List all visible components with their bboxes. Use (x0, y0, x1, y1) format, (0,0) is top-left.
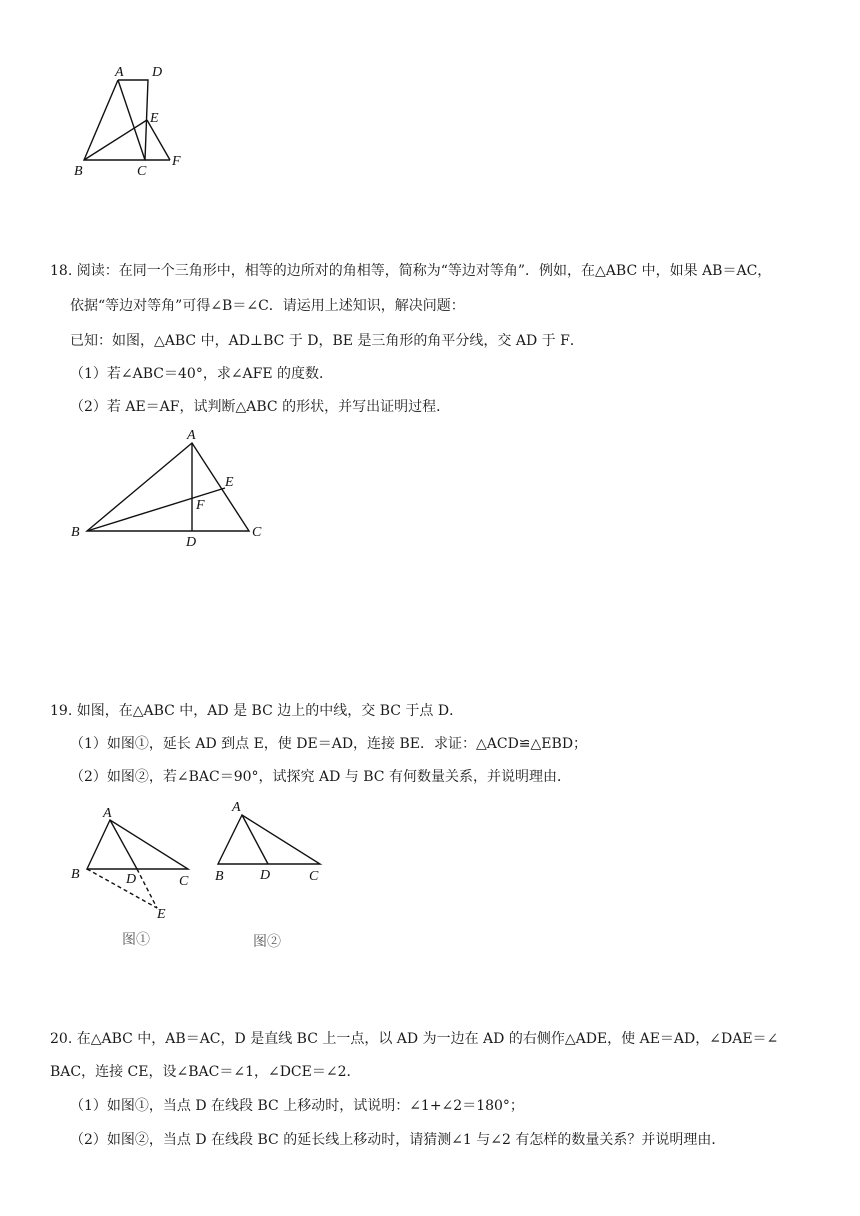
q19-line-3: （2）如图②，若∠BAC＝90°，试探究 AD 与 BC 有何数量关系，并说明理由． (70, 769, 571, 785)
fig19-1-median-ad (110, 820, 137, 869)
fig17-label-a: A (115, 65, 124, 80)
fig17-label-c: C (137, 164, 147, 179)
fig19-2-label-b: B (215, 869, 224, 884)
fig19-2-label-d: D (260, 868, 271, 883)
fig17-label-e: E (150, 111, 159, 126)
figure-19-1 (65, 800, 200, 950)
q18-line-3: 已知：如图，△ABC 中，AD⊥BC 于 D，BE 是三角形的角平分线，交 AD 于 F． (70, 333, 584, 349)
fig19-1-label-b: B (71, 867, 80, 882)
fig19-2-triangle-abc (218, 815, 320, 864)
fig18-label-b: B (71, 525, 80, 540)
q20-line-1: 20. 在△ABC 中，AB＝AC，D 是直线 BC 上一点，以 AD 为一边在 AD 的右侧作△ADE，使 AE＝AD，∠DAE＝∠ (50, 1031, 779, 1047)
q18-line-4: （1）若∠ABC＝40°，求∠AFE 的度数． (70, 366, 334, 382)
fig17-segment-ae (118, 80, 145, 160)
q19-line-2: （1）如图①，延长 AD 到点 E，使 DE＝AD，连接 BE．求证：△ACD≌△EBD； (70, 736, 588, 752)
fig19-1-triangle-abc (87, 820, 188, 869)
fig19-1-label-e: E (157, 907, 166, 922)
fig18-label-d: D (186, 535, 197, 550)
q20-line-3: （1）如图①，当点 D 在线段 BC 上移动时，试说明：∠1+∠2＝180°； (70, 1098, 524, 1114)
q20-line-2: BAC，连接 CE，设∠BAC＝∠1，∠DCE＝∠2． (50, 1064, 361, 1080)
figure-19-2 (205, 795, 335, 955)
q18-line-2: 依据“等边对等角”可得∠B＝∠C．请运用上述知识，解决问题： (70, 298, 465, 314)
fig19-2-caption: 图② (253, 934, 281, 950)
fig17-outline (84, 80, 148, 160)
fig19-2-label-c: C (309, 869, 319, 884)
fig18-label-c: C (252, 525, 262, 540)
fig17-label-d: D (152, 65, 163, 80)
fig17-segment-ef (147, 120, 170, 160)
fig19-1-label-c: C (179, 874, 189, 889)
fig17-label-f: F (172, 154, 181, 169)
fig17-label-b: B (74, 164, 83, 179)
q18-line-5: （2）若 AE＝AF，试判断△ABC 的形状，并写出证明过程． (70, 399, 451, 415)
q19-line-1: 19. 如图，在△ABC 中，AD 是 BC 边上的中线，交 BC 于点 D． (50, 703, 464, 719)
fig18-label-e: E (225, 475, 234, 490)
fig19-2-label-a: A (232, 800, 241, 815)
fig18-label-a: A (187, 428, 196, 443)
fig19-1-label-a: A (103, 806, 112, 821)
q20-line-4: （2）如图②，当点 D 在线段 BC 的延长线上移动时，请猜测∠1 与∠2 有怎样的数量关系？并说明理由． (70, 1132, 726, 1148)
fig18-label-f: F (196, 498, 205, 513)
fig19-1-caption: 图① (122, 932, 150, 948)
fig19-1-label-d: D (126, 872, 137, 887)
figure-17-trapezoid (70, 58, 200, 183)
q18-line-1: 18. 阅读：在同一个三角形中，相等的边所对的角相等，简称为“等边对等角”．例如，在△ABC 中，如果 AB＝AC， (50, 263, 772, 279)
figure-18-triangle (65, 425, 280, 555)
fig19-1-dashed-de (137, 869, 157, 908)
